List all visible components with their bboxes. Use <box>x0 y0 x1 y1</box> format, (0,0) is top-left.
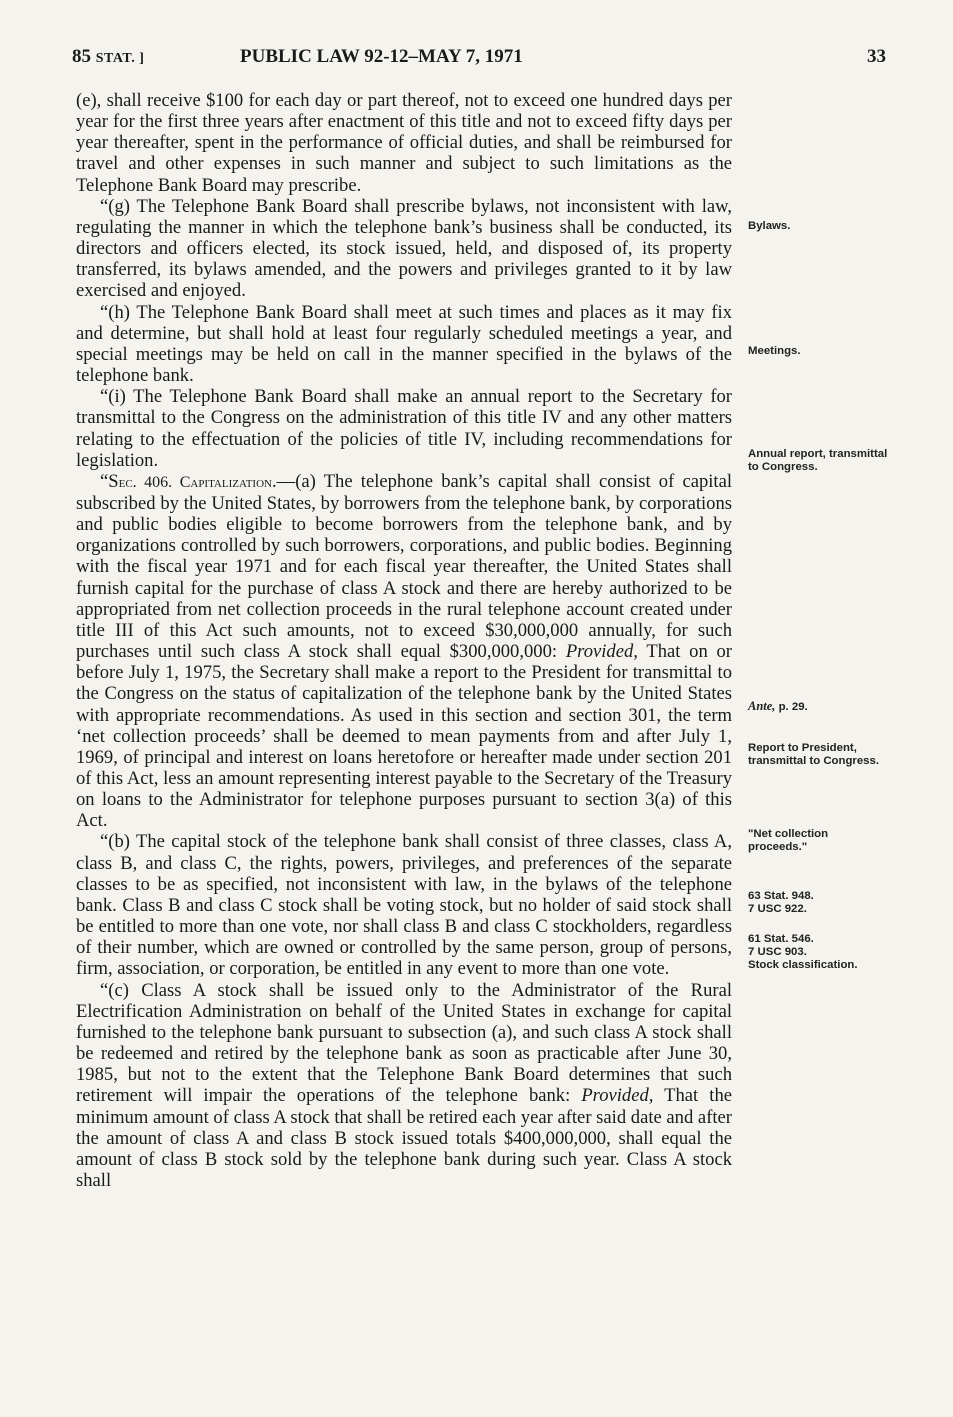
paragraph-c <box>76 980 732 1192</box>
paragraph-b: “(b) The capital stock of the telephone bank shall consist of three classes, class A, class B, and class C, the rights, powers, privileges, and preferences of the separate classes to be as specified, not inconsistent with law, in the bylaws of the telephone bank. Class B and class C stock shall be voting stock, but no holder of said stock shall be entitled to more than one vote, nor shall class B and class C stockholders, regardless of their number, which are owned or controlled by the same person, group of persons, firm, association, or corporation, be entitled in any event to more than one vote. <box>76 831 732 980</box>
citation-stat-546: 61 Stat. 546. <box>748 933 814 945</box>
provided-italic-c: Provided, <box>581 1085 654 1107</box>
section-406-open: “S <box>100 470 119 492</box>
section-406-rest: That on or before July 1, 1975, the Secretary shall make a report to the President for transmittal to the Congress on the status of capitalization of the telephone bank by the United States with appropriate recommendations. As used in this section and section 301, the term ‘net collection proceeds’ shall be deemed to mean payments from and after July 1, 1969, of principal and interest on loans heretofore or hereafter made under section 201 of this Act, less an amount representing interest payable to the Secretary of the Treasury on loans to the Administrator for telephone purposes pursuant to section 3(a) of this Act. <box>76 641 733 832</box>
ante-italic: Ante, <box>748 699 776 713</box>
section-406-a <box>76 471 732 832</box>
header-stat: STAT. ] <box>95 51 145 66</box>
margin-note-bylaws: Bylaws. <box>748 220 791 232</box>
citation-usc-903: 7 USC 903. <box>748 946 807 958</box>
paragraph-h: “(h) The Telephone Bank Board shall meet at such times and places as it may fix and determine, but shall hold at least four regularly scheduled meetings a year, and special meetings may be held on call in the manner specified in the bylaws of the telephone bank. <box>76 301 732 387</box>
body-text <box>76 90 732 1191</box>
margin-note-stock-classification: Stock classification. <box>748 959 858 971</box>
margin-note-annual-report: Annual report, transmittal to Congress. <box>748 448 888 473</box>
paragraph-g: “(g) The Telephone Bank Board shall prescribe bylaws, not inconsistent with law, regulating the manner in which the telephone bank’s business shall be conducted, its directors and officers elected, its stock issued, held, and disposed of, its property transferred, its bylaws amended, and the powers and privileges granted to it by law exercised and enjoyed. <box>76 195 732 302</box>
margin-note-citation-1 <box>748 890 888 916</box>
margin-note-citation-2 <box>748 933 888 972</box>
margin-note-report-president: Report to President, transmittal to Congress. <box>748 742 880 767</box>
provided-italic: Provided, <box>565 641 638 663</box>
header-citation <box>72 46 144 68</box>
ante-page: p. 29. <box>775 701 808 713</box>
page-number: 33 <box>867 46 886 67</box>
margin-note-meetings: Meetings. <box>748 345 801 357</box>
paragraph-e-continued: (e), shall receive $100 for each day or part thereof, not to exceed one hundred days per year for the first three years after enactment of this title and not to exceed fifty days per year thereafter, spent in the performance of official duties, and shall be reimbursed for travel and other expenses in such manner and subject to such limitations as the Telephone Bank Board may prescribe. <box>76 90 732 196</box>
paragraph-c-part2: That the minimum amount of class A stock that shall be retired each year after said date and after the amount of class A and class B stock issued totals $400,000,000, shall equal the amount of class B stock sold by the telephone bank during such year. Class A stock shall <box>76 1085 732 1191</box>
margin-note-ante <box>748 700 888 714</box>
paragraph-c-part1: “(c) Class A stock shall be issued only to the Administrator of the Rural Electrification Administration on behalf of the United States in exchange for capital furnished to the telephone bank pursuant to subsection (a), and such class A stock shall be redeemed and retired by the telephone bank as soon as practicable after June 30, 1985, but not to the extent that the Telephone Bank Board determines that such retirement will impair the operations of the telephone bank: <box>76 979 732 1107</box>
citation-stat-948: 63 Stat. 948. <box>748 890 814 902</box>
header-volume: 85 <box>72 46 91 67</box>
section-406-label: ec. 406. Capitalization <box>118 473 272 491</box>
page-header <box>72 46 892 72</box>
section-406-text: .—(a) The telephone bank’s capital shall consist of capital subscribed by the United States, by borrowers from the telephone bank, by corporations and public bodies eligible to become borrowers from the telephone bank, and by organizations controlled by such borrowers, corporations, and public bodies. Beginning with the fiscal year 1971 and for each fiscal year thereafter, the United States shall furnish capital for the purchase of class A stock and there are hereby authorized to be appropriated from net collection proceeds in the rural telephone account created under title III of this Act such amounts, not to exceed $30,000,000 annually, for such purchases until such class A stock shall equal $300,000,000: <box>76 470 732 663</box>
paragraph-i: “(i) The Telephone Bank Board shall make an annual report to the Secretary for transmittal to the Congress on the administration of this title IV and any other matters relating to the effectuation of the policies of title IV, including recommendations for legislation. <box>76 386 732 471</box>
header-title: PUBLIC LAW 92-12–MAY 7, 1971 <box>240 46 523 67</box>
margin-note-net-collection: "Net collection proceeds." <box>748 828 829 853</box>
citation-usc-922: 7 USC 922. <box>748 903 807 915</box>
